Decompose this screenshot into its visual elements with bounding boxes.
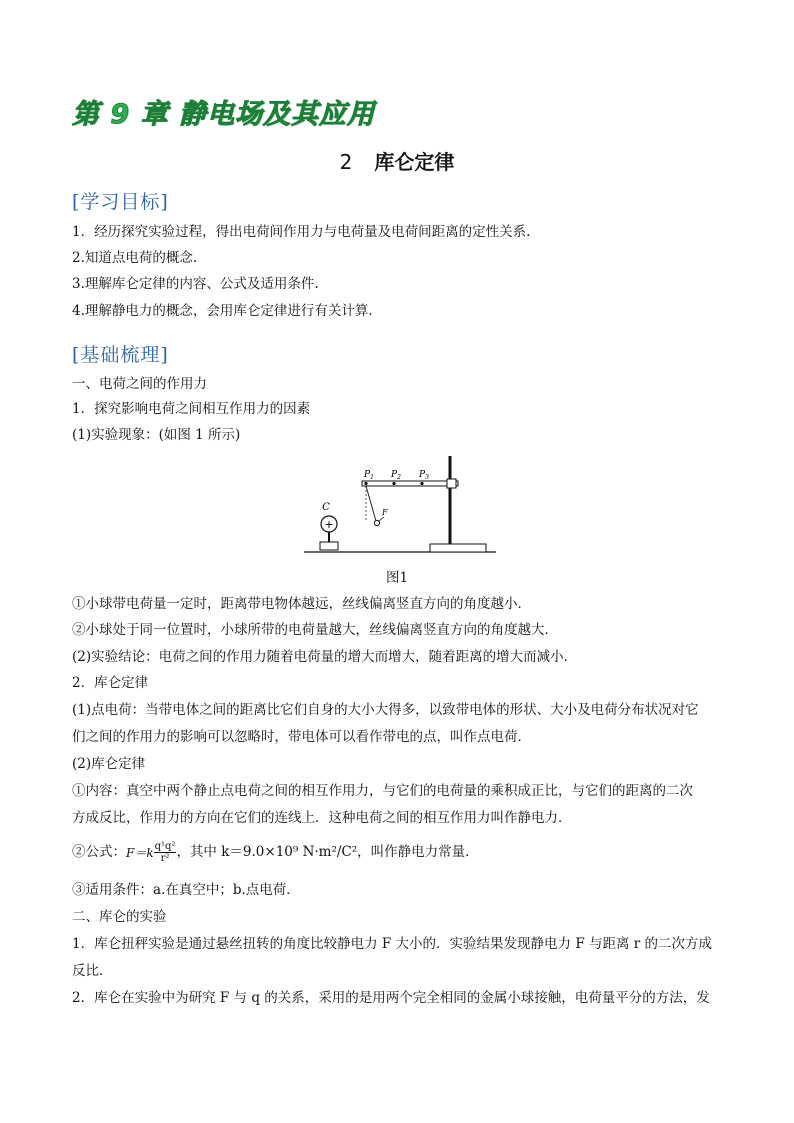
formula-numerator: q¹q² [154,841,176,852]
objective-item-1: 1．经历探究实验过程，得出电荷间作用力与电荷量及电荷间距离的定性关系. [72,224,531,240]
plus-sign: + [324,518,334,531]
observation-2: ②小球处于同一位置时，小球所带的电荷量越大，丝线偏离竖直方向的角度越大． [72,622,558,638]
hang-point-p2 [392,482,395,485]
stand-clamp [447,479,456,488]
point-charge-line-1: (1)点电荷：当带电体之间的距离比它们自身的大小大得多，以致带电体的形状、大小及电荷分布状况对它 [72,702,699,718]
figure-caption: 图1 [385,570,409,586]
lesson-name: 库仑定律 [374,150,455,174]
force-arrow [379,517,384,521]
law-content-line-2: 方成反比，作用力的方向在它们的连线上．这种电荷之间的相互作用力叫作静电力． [72,810,572,826]
charged-body-base [320,542,338,550]
experiment-figure [300,448,500,558]
part1-title: 一、电荷之间的作用力 [72,376,207,392]
applicable-conditions: ③适用条件：a.在真空中；b.点电荷． [72,882,300,898]
point-charge-line-2: 们之间的作用力的影响可以忽略时，带电体可以看作带电的点，叫作点电荷． [72,729,531,745]
paragraph: (1)实验现象：(如图 1 所示) [72,427,241,443]
law-formula [72,840,732,865]
objective-item-4: 4.理解静电力的概念，会用库仑定律进行有关计算． [72,303,382,319]
silk-thread [366,486,376,521]
hang-point-p1 [364,482,367,485]
law-content-line-1: ①内容：真空中两个静止点电荷之间的相互作用力，与它们的电荷量的乘积成正比，与它们的距离的二次 [72,783,693,799]
objectives-heading: [学习目标] [72,191,169,213]
experiment-item-2-line-1: 2．库仑在实验中为研究 F 与 q 的关系，采用的是用两个完全相同的金属小球接触，电荷量平分的方法，发 [72,990,710,1006]
part2-title: 二、库仑的实验 [72,909,167,925]
label-p1: $P_1$ [364,470,374,481]
stand-base [430,544,486,552]
label-p3: $P_3$ [419,470,429,481]
experiment-item-1-line-1: 1．库仑扭秤实验是通过悬丝扭转的角度比较静电力 F 大小的．实验结果发现静电力 F 与距离 r 的二次方成 [72,936,713,952]
hang-point-p3 [420,482,423,485]
observation-1: ①小球带电荷量一定时，距离带电物体越远，丝线偏离竖直方向的角度越小． [72,596,531,612]
lesson-title [0,146,794,175]
experiment-conclusion: (2)实验结论：电荷之间的作用力随着电荷量的增大而增大，随着距离的增大而减小． [72,649,578,665]
paragraph: 1．探究影响电荷之间相互作用力的因素 [72,401,311,417]
lesson-number: 2 [339,150,353,174]
formula-denominator: r² [160,853,170,864]
formula-suffix: ，其中 k＝9.0×10⁹ N·m²/C²，叫作静电力常量． [176,844,479,860]
formula-fraction [154,841,177,864]
chapter-title: 第 9 章 静电场及其应用 [72,99,375,130]
coulomb-law-heading: 2．库仑定律 [72,675,149,691]
small-ball [374,520,379,525]
label-f: F [382,508,388,517]
basics-heading: [基础梳理] [72,344,169,366]
formula-prefix: ②公式： [72,844,126,860]
label-p2: $P_2$ [391,470,401,481]
formula-lhs: F＝k [126,845,154,860]
experiment-item-1-line-2: 反比． [72,963,113,979]
law-title: (2)库仑定律 [72,756,146,772]
objective-item-2: 2.知道点电荷的概念. [72,250,198,266]
support-bar [362,481,458,486]
objective-item-3: 3.理解库仑定律的内容、公式及适用条件. [72,276,319,292]
label-c: C [322,502,330,513]
